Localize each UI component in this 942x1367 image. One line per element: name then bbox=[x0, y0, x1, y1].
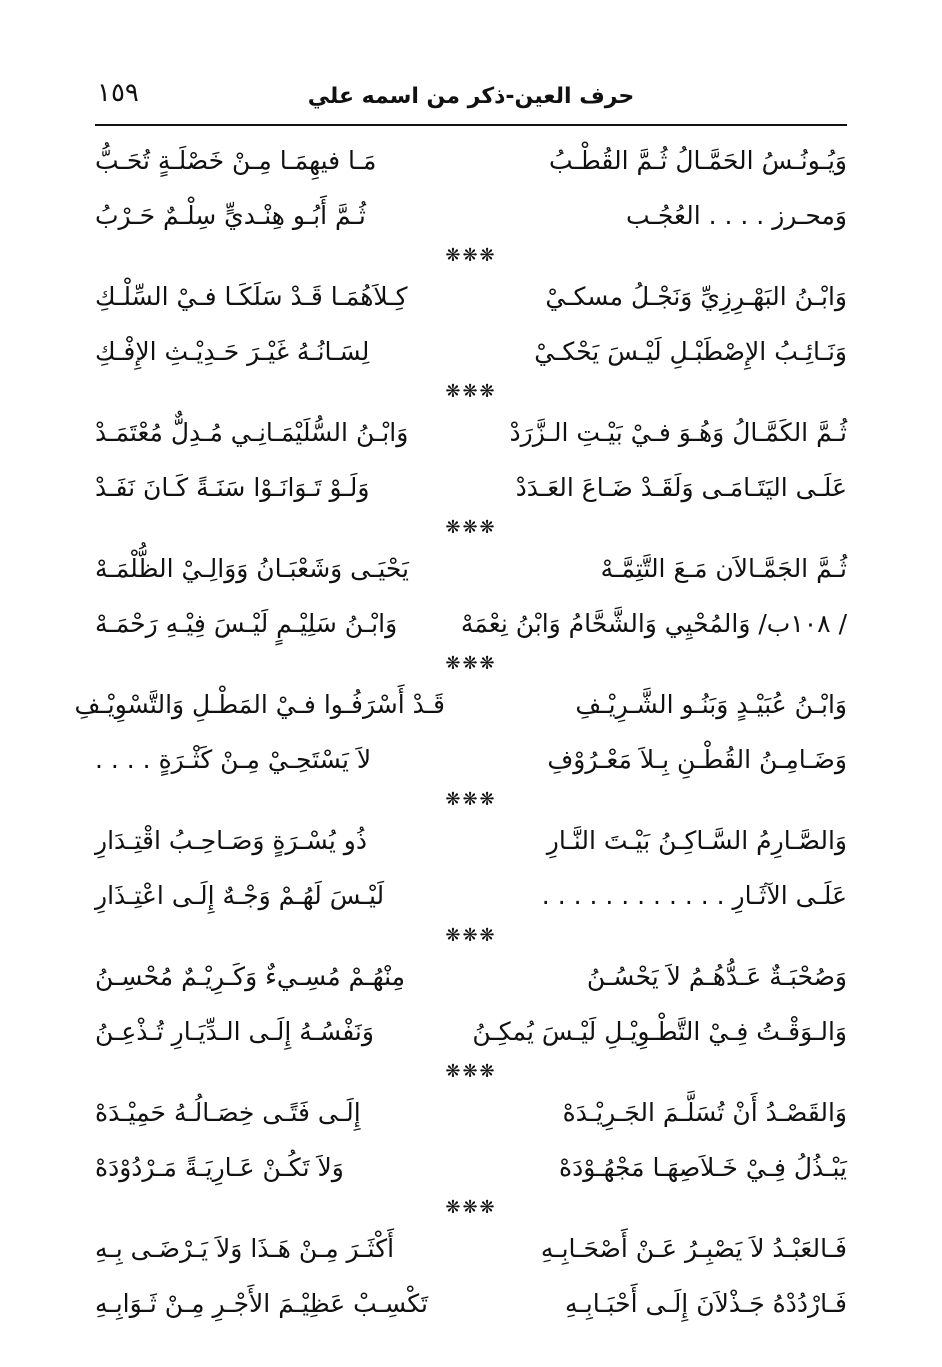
verse-line bbox=[95, 1085, 847, 1140]
verse-line bbox=[95, 1276, 847, 1331]
verse-second-hemistich: يَحْيَـى وَشَعْبَـانُ وَوَالِـيْ الظُّلْمَـهْ bbox=[95, 554, 409, 583]
verse-second-hemistich: لِسَـانُـهُ غَيْـرَ حَـدِيْـثِ الإِفْـكِ bbox=[95, 337, 370, 366]
verse-second-hemistich: ثُـمَّ أَبُـو هِنْـديٍّ سِلْـمٌ حَـرْبُ bbox=[95, 201, 366, 230]
verse-line bbox=[95, 1140, 847, 1195]
header-rule bbox=[95, 124, 847, 126]
verse-line bbox=[95, 460, 847, 515]
verse-line bbox=[95, 1004, 847, 1059]
verse-line bbox=[95, 596, 847, 651]
verse-second-hemistich: لاَ يَسْتَحِـيْ مِـنْ كَثْـرَةٍ . . . . bbox=[95, 745, 372, 774]
stanza bbox=[95, 949, 847, 1059]
stanza-separator: ❋❋❋ bbox=[445, 1061, 497, 1082]
stanza-separator: ❋❋❋ bbox=[445, 925, 497, 946]
verse-first-hemistich: يَبْـذُلُ فِـيْ خَـلاَصِهَـا مَجْهُـوْدَهْ bbox=[559, 1153, 847, 1182]
verse-second-hemistich: وَابْـنُ سَلِيْـمٍ لَيْـسَ فِيْـهِ رَحْمَـهْ bbox=[95, 609, 398, 638]
verse-first-hemistich: / ١٠٨ب/ وَالمُحْيِي وَالشَّحَّامُ وَابْنُ نِعْمَهْ bbox=[460, 609, 847, 638]
verse-first-hemistich: ثُـمَّ الكَمَّـالُ وَهُـوَ فـيْ بَيْـتِ الـزَّرَدْ bbox=[509, 418, 847, 447]
verse-second-hemistich: وَابْـنُ السُّلَيْمَـانِـي مُـدِلٌّ مُعْتَمَـدْ bbox=[95, 418, 409, 447]
verse-first-hemistich: عَلَـى الآثَـارِ . . . . . . . . . . . . bbox=[541, 881, 847, 910]
verse-line bbox=[95, 188, 847, 243]
stanza-separator: ❋❋❋ bbox=[445, 245, 497, 266]
verse-second-hemistich: تَكْسِـبْ عَظِيْـمَ الأَجْـرِ مِـنْ ثَـوَابِـهِ bbox=[95, 1289, 429, 1318]
verse-second-hemistich: وَلَـوْ تَـوَانَـوْا سَنَـةً كَـانَ نَفَـدْ bbox=[95, 473, 370, 502]
verse-second-hemistich: مِنْهُـمْ مُسِـيءٌ وَكَـرِيْـمٌ مُحْسِـنُ bbox=[95, 962, 406, 991]
stanza bbox=[95, 269, 847, 379]
verse-first-hemistich: وَابْـنُ البَهْـرِزِيِّ وَنَجْـلُ مسكـيْ bbox=[545, 282, 847, 311]
verse-second-hemistich: لَيْـسَ لَهُـمْ وَجْـهٌ إِلَـى اعْتِـذَارِ bbox=[95, 881, 385, 910]
stanza bbox=[95, 813, 847, 923]
verse-line bbox=[95, 133, 847, 188]
page-header bbox=[95, 70, 847, 122]
verse-second-hemistich: كِـلاَهُمَـا قَـدْ سَلَكَـا فـيْ السِّلْـكِ bbox=[95, 282, 408, 311]
stanza bbox=[95, 405, 847, 515]
verse-line bbox=[95, 949, 847, 1004]
verse-line bbox=[95, 405, 847, 460]
stanza bbox=[95, 1221, 847, 1331]
verse-first-hemistich: وَيُـونُـسُ الحَمَّـالُ ثُـمَّ القُطْـبُ bbox=[548, 146, 847, 175]
verse-first-hemistich: عَلَـى اليَتَـامَـى وَلَقَـدْ ضَـاعَ العَـدَدْ bbox=[515, 473, 847, 502]
stanza-separator: ❋❋❋ bbox=[445, 789, 497, 810]
stanza bbox=[95, 133, 847, 243]
verse-line bbox=[95, 732, 847, 787]
verse-line bbox=[95, 813, 847, 868]
stanza-separator: ❋❋❋ bbox=[445, 517, 497, 538]
verse-line bbox=[95, 269, 847, 324]
stanza-separator: ❋❋❋ bbox=[445, 1197, 497, 1218]
verse-first-hemistich: وَابْـنُ عُبَيْـدٍ وَبَنُـو الشَّـرِيْـفِ bbox=[575, 690, 847, 719]
verse-first-hemistich: ثُـمَّ الجَمَّـالاَن مَـعَ التَّتِمَّـهْ bbox=[600, 554, 847, 583]
verse-first-hemistich: وَالـوَقْـتُ فِـيْ التَّطْـوِيْـلِ لَيْـسَ يُمكِـنُ bbox=[472, 1017, 847, 1046]
stanza-separator: ❋❋❋ bbox=[445, 653, 497, 674]
stanza bbox=[95, 1085, 847, 1195]
page-number: ١٥٩ bbox=[97, 78, 139, 108]
verse-first-hemistich: وَالقَصْـدُ أَنْ تُسَلَّـمَ الجَـرِيْـدَهْ bbox=[562, 1098, 847, 1127]
verse-first-hemistich: وَصُحْبَـةٌ عَـدُّهُـمُ لاَ يَحْسُـنُ bbox=[586, 962, 847, 991]
verse-line bbox=[95, 868, 847, 923]
verse-first-hemistich: وَالصَّـارِمُ السَّـاكِـنُ بَيْـتَ النَّـارِ bbox=[546, 826, 847, 855]
verse-first-hemistich: وَمحـرز . . . . العُجُـب bbox=[626, 201, 847, 230]
verse-second-hemistich: أَكْثَـرَ مِـنْ هَـذَا وَلاَ يَـرْضَـى بِـهِ bbox=[95, 1234, 395, 1263]
verse-first-hemistich: وَنَـائِـبُ الإِصْطَبْـلِ لَيْـسَ يَحْكـيْ bbox=[534, 337, 847, 366]
stanza-separator: ❋❋❋ bbox=[445, 381, 497, 402]
verse-line bbox=[95, 1221, 847, 1276]
verse-second-hemistich: مَـا فيهِمَـا مِـنْ خَصْلَـةٍ تُحَـبُّ bbox=[95, 146, 377, 175]
verse-second-hemistich: ذُو يُسْـرَةٍ وَصَـاحِـبُ اقْتِـدَارِ bbox=[95, 826, 367, 855]
verse-line bbox=[95, 324, 847, 379]
verse-first-hemistich: فَـارْدُدْهُ جَـذْلاَنَ إِلَـى أَحْبَـابِـهِ bbox=[565, 1289, 847, 1318]
verse-line bbox=[74, 677, 847, 732]
verse-first-hemistich: وَضَـامِـنُ القُطْـنِ بِـلاَ مَعْـرُوْفِ bbox=[547, 745, 847, 774]
stanza bbox=[74, 677, 847, 787]
verse-second-hemistich: وَنَفْسُـهُ إِلَـى الـدِّيَـارِ تُـذْعِـنُ bbox=[95, 1017, 374, 1046]
verse-second-hemistich: وَلاَ تَكُـنْ عَـارِيَـةً مَـرْدُوْدَهْ bbox=[95, 1153, 344, 1182]
verse-second-hemistich: إِلَـى فَتًـى خِصَـالُـهُ حَمِيْـدَهْ bbox=[95, 1098, 361, 1127]
stanza bbox=[95, 541, 847, 651]
verse-line bbox=[95, 541, 847, 596]
poem-body bbox=[74, 133, 847, 1331]
verse-first-hemistich: فَـالعَبْـدُ لاَ يَصْبِـرُ عَـنْ أَصْحَـابِـهِ bbox=[540, 1234, 847, 1263]
running-head: حرف العين-ذكر من اسمه علي bbox=[307, 84, 635, 109]
verse-second-hemistich: قَـدْ أَسْرَفُـوا فـيْ المَطْـلِ وَالتَّسْوِيْـفِ bbox=[74, 690, 445, 719]
